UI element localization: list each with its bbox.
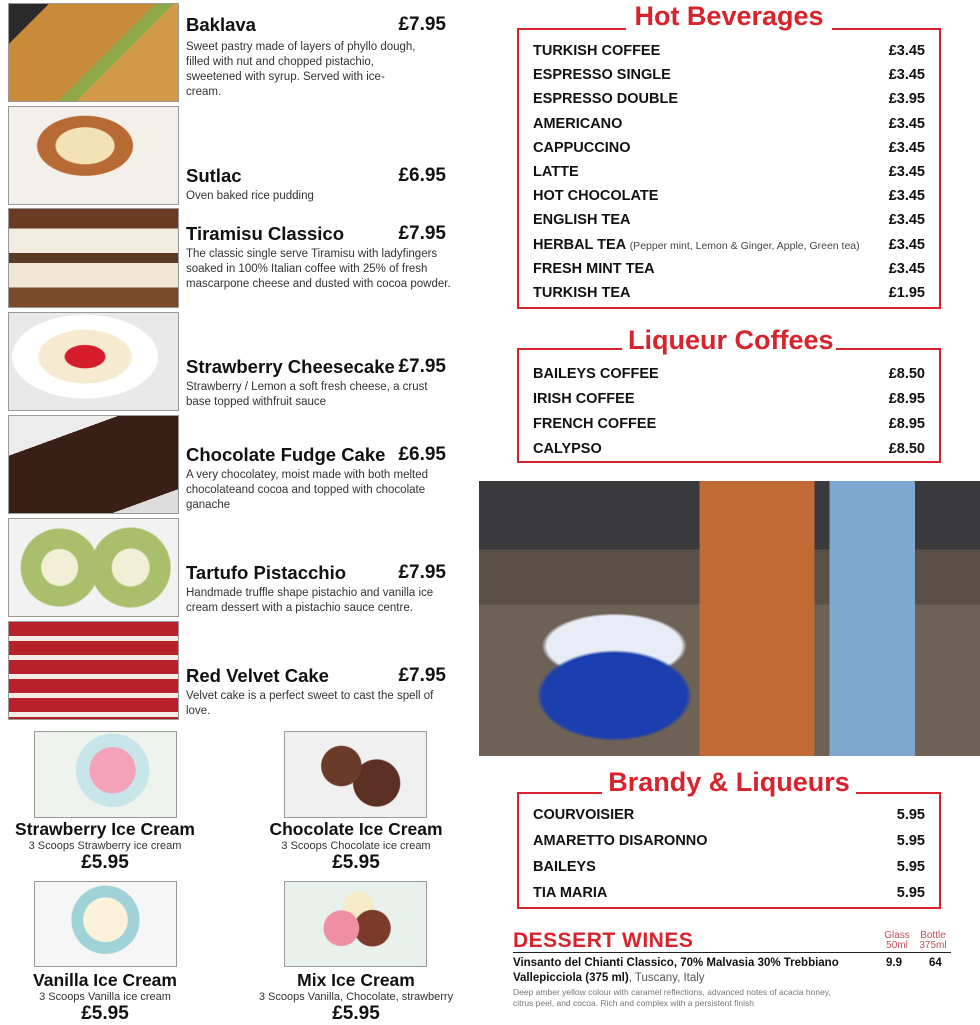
- chocolate-fudge-cake-photo: [8, 415, 179, 514]
- menu-item-label: [533, 233, 860, 257]
- item-name: HOT CHOCOLATE: [533, 188, 659, 205]
- menu-item-label: [533, 257, 655, 281]
- hot-beverages-box: [517, 28, 941, 309]
- menu-item: [519, 880, 939, 906]
- dessert-price: £6.95: [398, 165, 446, 186]
- item-price: £3.45: [888, 260, 925, 277]
- tiramisu-photo: [8, 208, 179, 308]
- menu-item: [519, 281, 939, 305]
- dessert-price: £7.95: [398, 562, 446, 583]
- ice-cream-item: [0, 819, 220, 874]
- menu-item-label: [533, 387, 635, 412]
- menu-item-label: [533, 802, 634, 828]
- chocolate-ice-cream-photo: [284, 731, 427, 818]
- item-price: £3.45: [888, 43, 925, 59]
- menu-item-label: [533, 184, 658, 208]
- ice-cream-item: [241, 970, 471, 1025]
- ice-cream-item: [0, 970, 220, 1025]
- dessert-price: £7.95: [398, 665, 446, 686]
- item-name: LATTE: [533, 163, 579, 180]
- item-price: 5.95: [896, 833, 925, 849]
- menu-item: [519, 87, 939, 111]
- wine-producer: [513, 972, 705, 984]
- menu-item-label: [533, 39, 660, 63]
- item-price: £3.45: [888, 67, 925, 84]
- item-name: ESPRESSO SINGLE: [533, 67, 671, 84]
- menu-item-label: [533, 87, 678, 111]
- menu-item: [519, 136, 939, 160]
- item-name: HERBAL TEA: [533, 236, 626, 253]
- item-name: BAILEYS: [533, 859, 596, 875]
- menu-item: [519, 160, 939, 184]
- menu-item-label: [533, 437, 602, 462]
- dessert-price: £7.95: [398, 223, 446, 244]
- item-description: 3 Scoops Vanilla ice cream: [39, 991, 171, 1003]
- menu-item: [519, 828, 939, 854]
- wine-bottle-price: 64: [929, 957, 942, 969]
- cheesecake-photo: [8, 312, 179, 411]
- item-price: 5.95: [896, 885, 925, 901]
- baklava-photo: [8, 3, 179, 102]
- bottle-column-header: Bottle 375ml: [919, 930, 947, 951]
- item-name: TIA MARIA: [533, 885, 608, 901]
- item-name: ESPRESSO DOUBLE: [533, 91, 679, 108]
- item-name: FRENCH COFFEE: [533, 416, 657, 432]
- menu-item-label: [533, 362, 659, 387]
- divider: [513, 952, 951, 953]
- dessert-description: The classic single serve Tiramisu with ladyfingers soaked in 100% Italian coffee with 25% of fresh mascarpone cheese and dusted with cocoa powder.: [186, 248, 451, 290]
- item-price: £3.45: [888, 188, 925, 205]
- item-description: 3 Scoops Strawberry ice cream: [28, 840, 182, 852]
- menu-item: [519, 233, 939, 257]
- dessert-description: Handmade truffle shape pistachio and vanilla ice cream dessert with a pistachio sauce centre.: [186, 587, 434, 614]
- item-name: Chocolate Ice Cream: [269, 819, 443, 839]
- item-name: Vanilla Ice Cream: [33, 970, 177, 990]
- dessert-price: £7.95: [398, 356, 446, 377]
- menu-item-label: [533, 281, 630, 305]
- item-name: AMARETTO DISARONNO: [533, 833, 708, 849]
- item-name: COURVOISIER: [533, 807, 635, 823]
- dessert-description: Velvet cake is a perfect sweet to cast the spell of love.: [186, 690, 434, 717]
- menu-item-label: [533, 880, 607, 906]
- dessert-description: Oven baked rice pudding: [186, 190, 314, 202]
- menu-item-label: [533, 136, 630, 160]
- item-price: £5.95: [332, 1003, 380, 1024]
- menu-item-label: [533, 208, 630, 232]
- item-name: ENGLISH TEA: [533, 212, 631, 229]
- brandy-liqueurs-box: [517, 792, 941, 909]
- item-name: Strawberry Ice Cream: [15, 819, 195, 839]
- item-name: TURKISH TEA: [533, 284, 631, 301]
- item-name: TURKISH COFFEE: [533, 43, 661, 59]
- menu-item-label: [533, 63, 671, 87]
- item-description: 3 Scoops Vanilla, Chocolate, strawberry: [258, 991, 454, 1003]
- dessert-wines-title: DESSERT WINES: [513, 929, 694, 952]
- item-price: £3.45: [888, 115, 925, 132]
- wine-origin: , Tuscany, Italy: [628, 972, 705, 984]
- strawberry-ice-cream-photo: [34, 731, 177, 818]
- wine-producer-name: Vallepicciola (375 ml): [513, 972, 629, 984]
- item-name: Mix Ice Cream: [297, 970, 415, 990]
- item-note: (Pepper mint, Lemon & Ginger, Apple, Green tea): [629, 239, 860, 252]
- glass-column-header: Glass 50ml: [884, 930, 910, 951]
- menu-item-label: [533, 160, 579, 184]
- dessert-name: Strawberry Cheesecake: [186, 356, 395, 377]
- sutlac-photo: [8, 106, 179, 205]
- item-price: £8.50: [888, 441, 925, 457]
- item-price: £3.45: [888, 236, 925, 253]
- item-name: BAILEYS COFFEE: [533, 366, 659, 382]
- wine-description: Deep amber yellow colour with caramel reflections, advanced notes of acacia honey, citrus peel, and cocoa. Rich and complex with a persistent finish: [513, 987, 831, 1008]
- dessert-name: Chocolate Fudge Cake: [186, 444, 386, 465]
- item-price: £8.95: [888, 391, 925, 407]
- menu-item: [519, 184, 939, 208]
- dessert-name: Tiramisu Classico: [186, 223, 345, 244]
- item-price: £1.95: [888, 284, 925, 301]
- menu-item-label: [533, 412, 656, 437]
- menu-item: [519, 362, 939, 387]
- menu-item: [519, 387, 939, 412]
- wine-glass-price: 9.9: [886, 957, 902, 969]
- menu-item-label: [533, 828, 708, 854]
- menu-item: [519, 437, 939, 462]
- menu-item: [519, 854, 939, 880]
- menu-item-label: [533, 112, 622, 136]
- menu-item: [519, 412, 939, 437]
- liqueur-coffees-box: [517, 348, 941, 463]
- turkish-coffee-photo: [479, 481, 980, 756]
- dessert-name: Sutlac: [186, 165, 242, 186]
- item-price: £3.95: [888, 91, 925, 108]
- item-name: FRESH MINT TEA: [533, 260, 655, 277]
- dessert-price: £6.95: [398, 444, 446, 465]
- dessert-price: £7.95: [398, 14, 446, 35]
- dessert-description: Sweet pastry made of layers of phyllo dough, filled with nut and chopped pistachio, sweetened with syrup. Served with ice-cream.: [186, 41, 416, 98]
- item-name: CALYPSO: [533, 441, 602, 457]
- menu-item: [519, 208, 939, 232]
- dessert-description: A very chocolatey, moist made with both melted chocolateand cocoa and topped with chocolate ganache: [186, 469, 429, 511]
- dessert-name: Baklava: [186, 14, 256, 35]
- item-price: £8.95: [888, 416, 925, 432]
- wine-name: Vinsanto del Chianti Classico, 70% Malvasia 30% Trebbiano: [513, 957, 839, 969]
- menu-item: [519, 63, 939, 87]
- item-name: AMERICANO: [533, 115, 623, 132]
- item-price: £5.95: [81, 852, 129, 873]
- red-velvet-photo: [8, 621, 179, 720]
- item-price: 5.95: [896, 807, 925, 823]
- item-price: £3.45: [888, 163, 925, 180]
- item-name: IRISH COFFEE: [533, 391, 635, 407]
- hot-beverages-title: Hot Beverages: [626, 2, 832, 30]
- item-price: £5.95: [332, 852, 380, 873]
- item-name: CAPPUCCINO: [533, 139, 631, 156]
- item-price: £5.95: [81, 1003, 129, 1024]
- item-price: 5.95: [896, 859, 925, 875]
- item-price: £3.45: [888, 139, 925, 156]
- menu-item: [519, 257, 939, 281]
- liqueur-coffees-title: Liqueur Coffees: [622, 326, 836, 354]
- item-description: 3 Scoops Chocolate ice cream: [281, 840, 431, 852]
- menu-item: [519, 802, 939, 828]
- item-price: £8.50: [888, 366, 925, 382]
- menu-item: [519, 112, 939, 136]
- dessert-name: Tartufo Pistacchio: [186, 562, 347, 583]
- item-price: £3.45: [888, 212, 925, 229]
- vanilla-ice-cream-photo: [34, 881, 177, 967]
- menu-item: [519, 39, 939, 63]
- menu-item-label: [533, 854, 596, 880]
- ice-cream-item: [241, 819, 471, 874]
- tartufo-photo: [8, 518, 179, 617]
- dessert-name: Red Velvet Cake: [186, 665, 329, 686]
- dessert-description: Strawberry / Lemon a soft fresh cheese, a crust base topped withfruit sauce: [186, 381, 428, 408]
- brandy-liqueurs-title: Brandy & Liqueurs: [602, 768, 856, 796]
- mix-ice-cream-photo: [284, 881, 427, 967]
